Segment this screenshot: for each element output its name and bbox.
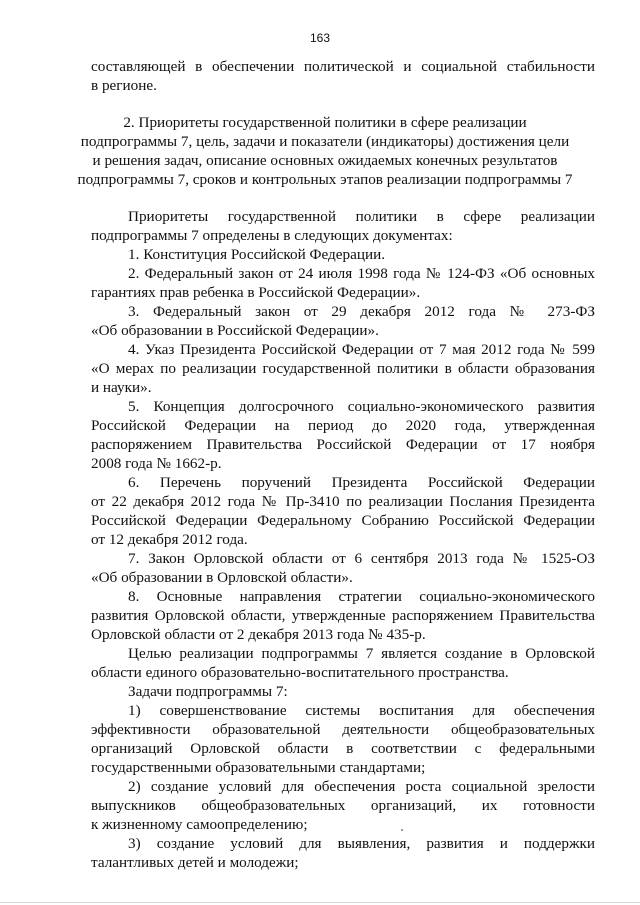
list-item-line: 2) создание условий для обеспечения роста социальной зрелости bbox=[128, 778, 595, 795]
list-item-line: 3) создание условий для выявления, развития и поддержки bbox=[128, 835, 595, 852]
text-line: от 22 декабря 2012 года № Пр-3410 по реализации Послания Президента bbox=[91, 493, 595, 510]
list-item-line: 3. Федеральный закон от 29 декабря 2012 года № 273-ФЗ bbox=[128, 303, 595, 320]
section-heading-line: подпрограммы 7, цель, задачи и показатели (индикаторы) достижения цели bbox=[80, 133, 570, 150]
text-line: составляющей в обеспечении политической и социальной стабильности bbox=[91, 58, 595, 75]
list-item-line: 1) совершенствование системы воспитания для обеспечения bbox=[128, 702, 595, 719]
text-line: Задачи подпрограммы 7: bbox=[128, 683, 288, 700]
page-number: 163 bbox=[309, 31, 331, 45]
section-heading-line: 2. Приоритеты государственной политики в сфере реализации bbox=[123, 114, 527, 131]
list-item-line: 4. Указ Президента Российской Федерации от 7 мая 2012 года № 599 bbox=[128, 341, 595, 358]
text-line: организаций Орловской области в соответствии с федеральными bbox=[91, 740, 595, 757]
text-line: в регионе. bbox=[91, 77, 157, 94]
section-heading-line: подпрограммы 7, сроков и контрольных этапов реализации подпрограммы 7 bbox=[77, 171, 573, 188]
list-item-line: 8. Основные направления стратегии социально-экономического bbox=[128, 588, 595, 605]
text-line: эффективности образовательной деятельности общеобразовательных bbox=[91, 721, 595, 738]
text-line: «О мерах по реализации государственной политики в области образования bbox=[91, 360, 595, 377]
text-line: Российской Федерации Федеральному Собранию Российской Федерации bbox=[91, 512, 595, 529]
text-line: Целью реализации подпрограммы 7 является создание в Орловской bbox=[128, 645, 595, 662]
list-item-line: 6. Перечень поручений Президента Российской Федерации bbox=[128, 474, 595, 491]
text-line: от 12 декабря 2012 года. bbox=[91, 531, 248, 548]
text-line: «Об образовании в Российской Федерации». bbox=[91, 322, 379, 339]
text-line: и науки». bbox=[91, 379, 152, 396]
text-line: развития Орловской области, утвержденные распоряжением Правительства bbox=[91, 607, 595, 624]
text-line: Российской Федерации на период до 2020 года, утвержденная bbox=[91, 417, 595, 434]
text-line: гарантиях прав ребенка в Российской Федерации». bbox=[91, 284, 421, 301]
scan-edge bbox=[0, 902, 640, 903]
text-line: «Об образовании в Орловской области». bbox=[91, 569, 353, 586]
scan-artifact bbox=[401, 829, 403, 831]
list-item-line: 5. Концепция долгосрочного социально-экономического развития bbox=[128, 398, 595, 415]
text-line: области единого образовательно-воспитательного пространства. bbox=[91, 664, 509, 681]
text-line: Орловской области от 2 декабря 2013 года № 435-р. bbox=[91, 626, 426, 643]
text-line: 2008 года № 1662-р. bbox=[91, 455, 222, 472]
text-line: выпускников общеобразовательных организаций, их готовности bbox=[91, 797, 595, 814]
list-item-line: 2. Федеральный закон от 24 июля 1998 года № 124-ФЗ «Об основных bbox=[128, 265, 595, 282]
section-heading-line: и решения задач, описание основных ожидаемых конечных результатов bbox=[92, 152, 558, 169]
text-line: Приоритеты государственной политики в сфере реализации bbox=[128, 208, 595, 225]
text-line: распоряжением Правительства Российской Федерации от 17 ноября bbox=[91, 436, 595, 453]
text-line: талантливых детей и молодежи; bbox=[91, 854, 299, 871]
text-line: государственными образовательными стандартами; bbox=[91, 759, 426, 776]
text-line: подпрограммы 7 определены в следующих документах: bbox=[91, 227, 453, 244]
list-item-line: 1. Конституция Российской Федерации. bbox=[128, 246, 386, 263]
text-line: к жизненному самоопределению; bbox=[91, 816, 308, 833]
list-item-line: 7. Закон Орловской области от 6 сентября 2013 года № 1525-ОЗ bbox=[128, 550, 595, 567]
